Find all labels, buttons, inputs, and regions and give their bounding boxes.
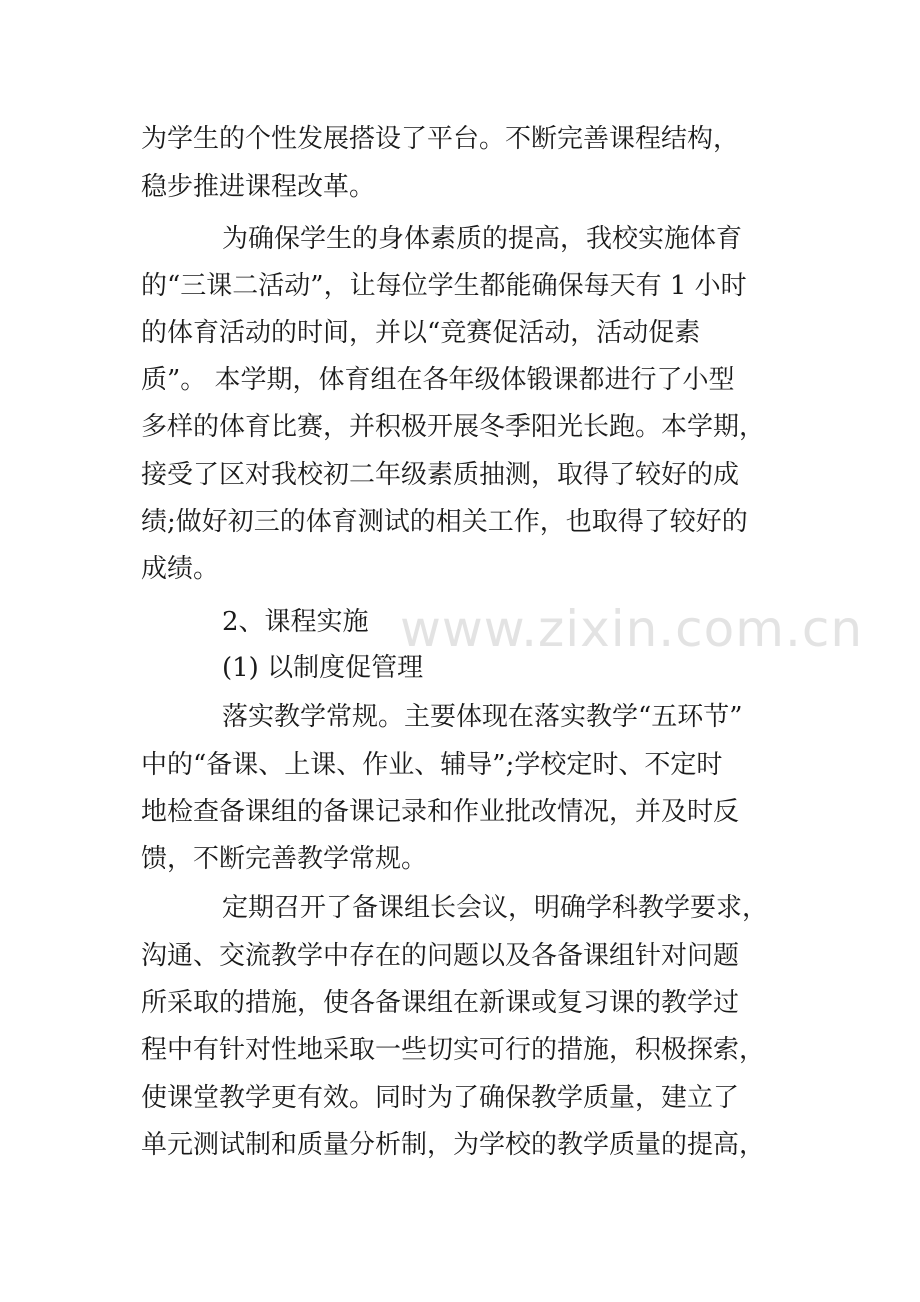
- text-line: 为学生的个性发展搭设了平台。不断完善课程结构，: [141, 124, 740, 154]
- text-line: 中的“备课、上课、作业、辅导”;学校定时、不定时: [141, 750, 723, 780]
- text-line: 落实教学常规。主要体现在落实教学“五环节”: [222, 702, 743, 732]
- text-line: 馈，不断完善教学常规。: [141, 844, 428, 874]
- text-line: 所采取的措施，使各备课组在新课或复习课的教学过: [141, 988, 740, 1018]
- text-line: 的“三课二活动”，让每位学生都能确保每天有 1 小时: [141, 271, 747, 301]
- text-line: 使课堂教学更有效。同时为了确保教学质量，建立了: [141, 1083, 740, 1113]
- watermark-text: www.zixin.com.cn: [400, 600, 864, 658]
- text-line: 质”。 本学期，体育组在各年级体锻课都进行了小型: [141, 365, 735, 395]
- text-line: 程中有针对性地采取一些切实可行的措施，积极探索，: [141, 1035, 766, 1065]
- text-line: 稳步推进课程改革。: [141, 172, 376, 202]
- text-line: 的体育活动的时间，并以“竞赛促活动，活动促素: [141, 318, 701, 348]
- text-line: 沟通、交流教学中存在的问题以及各备课组针对问题: [141, 941, 740, 971]
- text-line: 地检查备课组的备课记录和作业批改情况，并及时反: [141, 797, 740, 827]
- text-line: 定期召开了备课组长会议，明确学科教学要求，: [222, 893, 769, 923]
- text-line: 单元测试制和质量分析制，为学校的教学质量的提高，: [141, 1130, 766, 1160]
- subsection-heading: (1) 以制度促管理: [222, 653, 424, 683]
- section-heading: 2、课程实施: [222, 607, 369, 637]
- text-line: 成绩。: [141, 554, 220, 584]
- text-line: 绩;做好初三的体育测试的相关工作，也取得了较好的: [141, 507, 748, 537]
- text-line: 为确保学生的身体素质的提高，我校实施体育: [222, 224, 743, 254]
- text-line: 多样的体育比赛，并积极开展冬季阳光长跑。本学期，: [141, 412, 766, 442]
- text-line: 接受了区对我校初二年级素质抽测，取得了较好的成: [141, 460, 740, 490]
